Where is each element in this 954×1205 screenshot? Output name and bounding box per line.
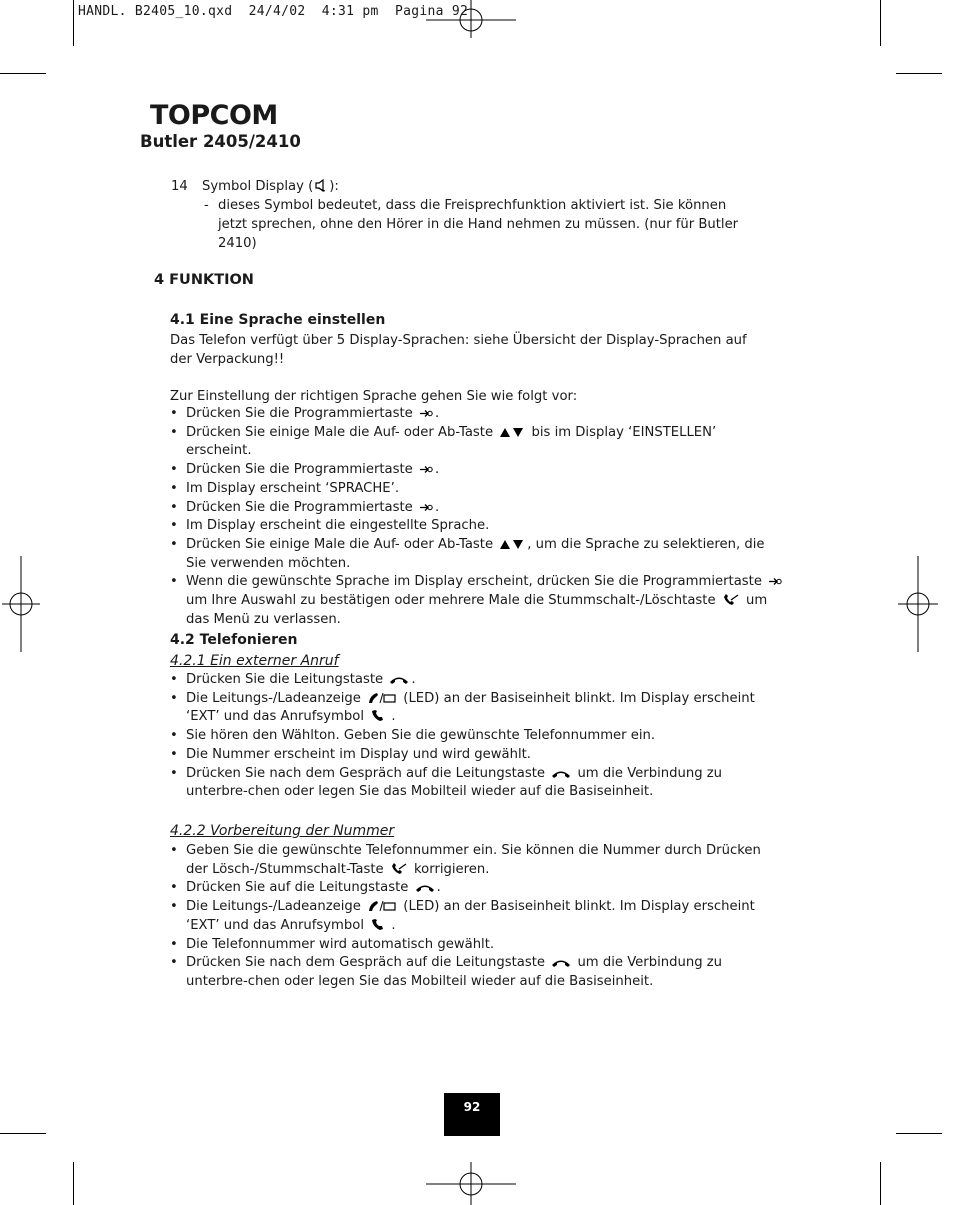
topcom-logo: TOPCOM bbox=[150, 100, 278, 131]
section-4-2-heading: 4.2 Telefonieren bbox=[170, 632, 298, 648]
item-14-label-post: ): bbox=[329, 179, 339, 194]
product-name: Butler 2405/2410 bbox=[140, 132, 301, 151]
item-14-label-pre: Symbol Display ( bbox=[202, 179, 314, 194]
list-item: • Drücken Sie auf die Leitungstaste . bbox=[170, 879, 785, 898]
list-item: • Drücken Sie die Leitungstaste . bbox=[170, 671, 785, 690]
list-item: • Drücken Sie die Programmiertaste . bbox=[170, 405, 785, 424]
crop-mark bbox=[880, 1162, 881, 1205]
section-4-1-intro: Das Telefon verfügt über 5 Display-Sprachen: siehe Übersicht der Display-Sprachen auf der Verpackung!! bbox=[170, 333, 747, 367]
program-key-icon bbox=[419, 502, 433, 513]
call-symbol-icon bbox=[370, 919, 385, 931]
list-item: • Drücken Sie einige Male die Auf- oder Ab-Taste bis im Display ‘EINSTELLEN’ erscheint. bbox=[170, 424, 785, 461]
mute-delete-key-icon bbox=[722, 594, 740, 606]
line-charge-led-icon bbox=[367, 692, 397, 704]
section-4-1-lead: Zur Einstellung der richtigen Sprache gehen Sie wie folgt vor: bbox=[170, 389, 578, 404]
list-item: • Drücken Sie einige Male die Auf- oder Ab-Taste , um die Sprache zu selektieren, die Sie verwenden möchten. bbox=[170, 536, 785, 573]
call-symbol-icon bbox=[370, 710, 385, 722]
section-4-2-1-steps bbox=[170, 671, 785, 802]
item-14-number: 14 bbox=[171, 179, 188, 194]
crop-mark bbox=[880, 0, 881, 46]
section-4-2-1-heading: 4.2.1 Ein externer Anruf bbox=[170, 653, 339, 669]
crop-mark bbox=[73, 1162, 74, 1205]
line-key-icon bbox=[551, 958, 571, 968]
registration-mark-bottom bbox=[426, 1162, 518, 1205]
program-key-icon bbox=[419, 464, 433, 475]
list-item: • Im Display erscheint die eingestellte Sprache. bbox=[170, 517, 785, 536]
section-4-1-steps bbox=[170, 405, 785, 629]
crop-mark bbox=[73, 0, 74, 46]
registration-mark-right bbox=[896, 556, 940, 652]
crop-mark bbox=[896, 73, 942, 74]
list-item: • Im Display erscheint ‘SPRACHE’. bbox=[170, 480, 785, 499]
list-item: • Drücken Sie nach dem Gespräch auf die Leitungstaste um die Verbindung zu unterbre-chen oder legen Sie das Mobilteil wieder auf die Basiseinheit. bbox=[170, 765, 785, 802]
crop-mark bbox=[0, 73, 46, 74]
crop-mark bbox=[896, 1133, 942, 1134]
item-14-label bbox=[202, 177, 339, 196]
list-item: • Die Leitungs-/Ladeanzeige (LED) an der Basiseinheit blinkt. Im Display erscheint ‘EXT’ und das Anrufsymbol . bbox=[170, 690, 785, 727]
list-item: • Geben Sie die gewünschte Telefonnummer ein. Sie können die Nummer durch Drücken der Lösch-/Stummschalt-Taste korrigieren. bbox=[170, 842, 785, 879]
crop-mark bbox=[0, 1133, 46, 1134]
section-4-2-2-heading: 4.2.2 Vorbereitung der Nummer bbox=[170, 823, 395, 839]
program-key-icon bbox=[768, 576, 782, 587]
list-item: • Sie hören den Wählton. Geben Sie die gewünschte Telefonnummer ein. bbox=[170, 727, 785, 746]
list-item: • Drücken Sie die Programmiertaste . bbox=[170, 499, 785, 518]
up-down-arrows-icon bbox=[499, 539, 525, 550]
section-4-heading: 4 FUNKTION bbox=[154, 272, 254, 288]
line-charge-led-icon bbox=[367, 900, 397, 912]
section-4-2-2-steps bbox=[170, 842, 785, 992]
list-item: • Die Telefonnummer wird automatisch gewählt. bbox=[170, 936, 785, 955]
line-key-icon bbox=[551, 769, 571, 779]
list-item: • Drücken Sie die Programmiertaste . bbox=[170, 461, 785, 480]
up-down-arrows-icon bbox=[499, 427, 525, 438]
item-14-text: dieses Symbol bedeutet, dass die Freisprechfunktion aktiviert ist. Sie können jetzt sprechen, ohne den Hörer in die Hand nehmen zu müssen. (nur für Butler 2410) bbox=[218, 198, 739, 251]
speaker-icon bbox=[315, 179, 327, 192]
program-key-icon bbox=[419, 408, 433, 419]
print-slug: HANDL. B2405_10.qxd 24/4/02 4:31 pm Pagina 92 bbox=[78, 4, 469, 19]
registration-mark-left bbox=[0, 556, 42, 652]
list-item: • Die Nummer erscheint im Display und wird gewählt. bbox=[170, 746, 785, 765]
line-key-icon bbox=[389, 675, 409, 685]
list-item: • Drücken Sie nach dem Gespräch auf die Leitungstaste um die Verbindung zu unterbre-chen oder legen Sie das Mobilteil wieder auf die Basiseinheit. bbox=[170, 954, 785, 991]
mute-delete-key-icon bbox=[390, 863, 408, 875]
line-key-icon bbox=[415, 883, 435, 893]
list-item: • Wenn die gewünschte Sprache im Display erscheint, drücken Sie die Programmiertaste um Ihre Auswahl zu bestätigen oder mehrere Male die Stummschalt-/Löschtaste um das Menü zu verlassen. bbox=[170, 573, 785, 629]
page-number: 92 bbox=[444, 1093, 500, 1136]
list-item: • Die Leitungs-/Ladeanzeige (LED) an der Basiseinheit blinkt. Im Display erscheint ‘EXT’ und das Anrufsymbol . bbox=[170, 898, 785, 935]
item-14-dash: - bbox=[204, 198, 209, 213]
section-4-1-heading: 4.1 Eine Sprache einstellen bbox=[170, 312, 386, 328]
